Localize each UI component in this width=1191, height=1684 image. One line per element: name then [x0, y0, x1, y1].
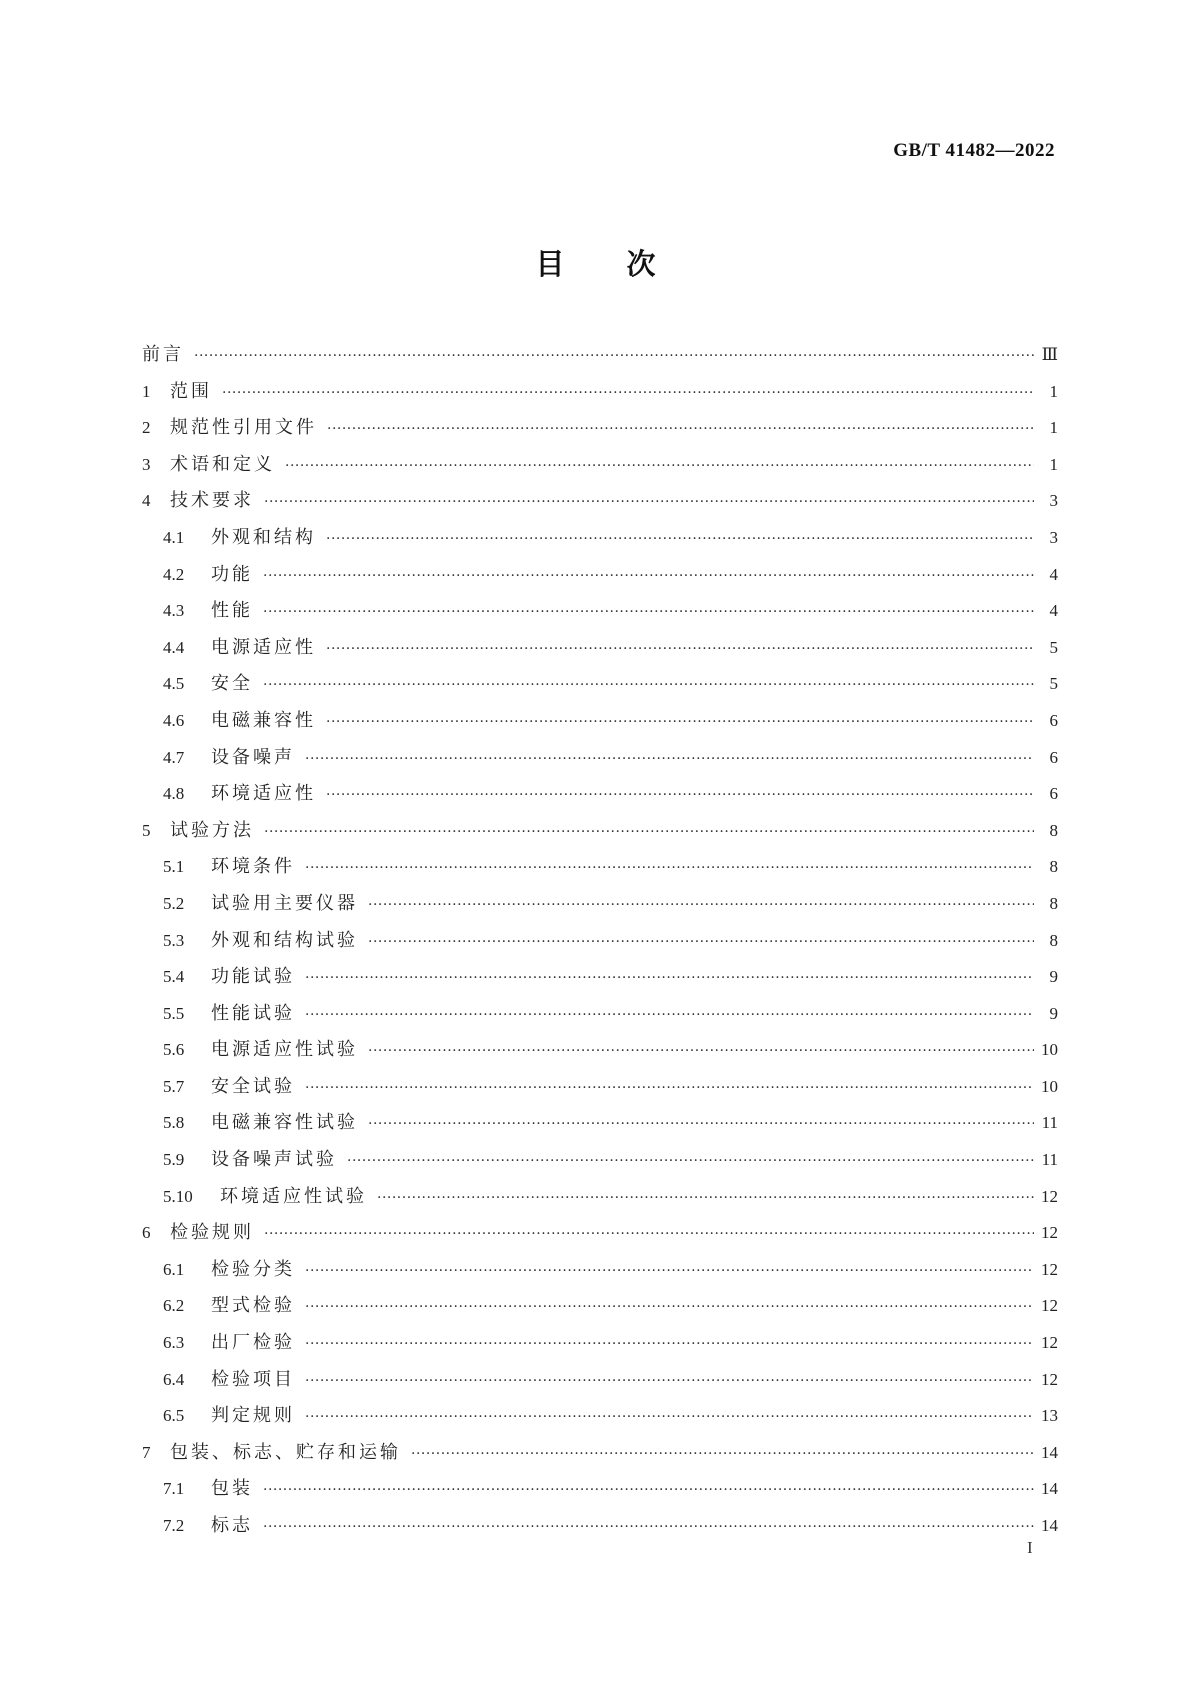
toc-leader-dots — [194, 338, 1034, 375]
toc-entry-number: 4.6 — [163, 710, 185, 730]
toc-entry-page: 11 — [1041, 1113, 1058, 1133]
toc-entry-label: 功能 — [211, 563, 253, 585]
toc-entry-label: 规范性引用文件 — [170, 417, 317, 439]
toc-entry-page: 6 — [1049, 784, 1058, 804]
page-number: I — [1027, 1538, 1033, 1557]
toc-leader-dots — [264, 1216, 1034, 1253]
toc-entry[interactable] — [142, 520, 1058, 557]
toc-entry-label: 术语和定义 — [170, 453, 275, 475]
toc-leader-dots — [368, 887, 1034, 924]
toc-leader-dots — [326, 704, 1034, 741]
toc-entry[interactable] — [142, 1471, 1058, 1508]
toc-entry[interactable] — [142, 813, 1058, 850]
toc-entry-number: 7.2 — [163, 1516, 185, 1535]
toc-entry[interactable] — [142, 1032, 1058, 1069]
toc-entry-label: 电源适应性试验 — [211, 1039, 358, 1061]
toc-entry-label: 环境适应性 — [211, 783, 316, 805]
toc-entry-page: 10 — [1041, 1076, 1058, 1096]
toc-entry-number: 5.10 — [163, 1186, 193, 1206]
toc-entry-label: 检验规则 — [170, 1222, 254, 1244]
toc-entry-label: 检验项目 — [211, 1368, 295, 1390]
toc-leader-dots — [368, 1033, 1034, 1070]
toc-entry-page: 10 — [1041, 1040, 1058, 1060]
toc-leader-dots — [326, 631, 1034, 668]
toc-entry[interactable] — [142, 447, 1058, 484]
toc-entry-label: 环境条件 — [211, 856, 295, 878]
toc-entry[interactable] — [142, 1362, 1058, 1399]
toc-leader-dots — [222, 375, 1034, 412]
toc-entry-page: 12 — [1041, 1259, 1058, 1279]
toc-entry[interactable] — [142, 1325, 1058, 1362]
toc-entry-page: 4 — [1049, 564, 1058, 584]
toc-entry-label: 出厂检验 — [211, 1332, 295, 1354]
toc-leader-dots — [263, 1509, 1034, 1546]
toc-leader-dots — [285, 448, 1034, 485]
toc-leader-dots — [305, 1289, 1034, 1326]
toc-leader-dots — [305, 1253, 1034, 1290]
toc-entry-label: 技术要求 — [170, 490, 254, 512]
toc-leader-dots — [327, 411, 1034, 448]
toc-entry-label: 试验用主要仪器 — [211, 892, 358, 914]
toc-entry-page: 12 — [1041, 1333, 1058, 1353]
toc-leader-dots — [305, 741, 1034, 778]
toc-entry-label: 设备噪声试验 — [211, 1149, 337, 1171]
toc-entry-page: 11 — [1041, 1150, 1058, 1170]
standard-code: GB/T 41482—2022 — [893, 140, 1055, 161]
toc-leader-dots — [411, 1436, 1034, 1473]
toc-entry-page: 14 — [1041, 1479, 1058, 1499]
toc-entry-page: 12 — [1041, 1296, 1058, 1316]
toc-entry[interactable] — [142, 1105, 1058, 1142]
toc-entry-page: 8 — [1049, 820, 1058, 840]
toc-entry[interactable] — [142, 1288, 1058, 1325]
toc-entry-label: 判定规则 — [211, 1405, 295, 1427]
toc-entry-page: 9 — [1049, 1003, 1058, 1023]
toc-leader-dots — [264, 814, 1034, 851]
toc-entry-number: 5.5 — [163, 1003, 185, 1023]
toc-entry-page: 13 — [1041, 1406, 1058, 1426]
toc-entry[interactable] — [142, 923, 1058, 960]
toc-entry-number: 5.1 — [163, 857, 185, 877]
toc-entry-number: 7.1 — [163, 1479, 185, 1499]
toc-entry-number: 4.8 — [163, 784, 185, 804]
toc-entry[interactable] — [142, 959, 1058, 996]
toc-leader-dots — [305, 997, 1034, 1034]
toc-entry-number: 4.3 — [163, 601, 185, 621]
toc-leader-dots — [347, 1143, 1034, 1180]
toc-entry-number: 7 — [142, 1442, 151, 1462]
toc-entry-label: 外观和结构试验 — [211, 929, 358, 951]
toc-leader-dots — [368, 924, 1034, 961]
toc-entry-number: 1 — [142, 381, 151, 401]
toc-entry[interactable] — [142, 1069, 1058, 1106]
toc-entry[interactable] — [142, 1435, 1058, 1472]
toc-entry[interactable] — [142, 410, 1058, 447]
toc-entry-number: 6.2 — [163, 1296, 185, 1316]
toc-entry[interactable] — [142, 776, 1058, 813]
toc-entry-page: 12 — [1041, 1186, 1058, 1206]
toc-entry-label: 安全试验 — [211, 1075, 295, 1097]
toc-entry[interactable] — [142, 1142, 1058, 1179]
toc-entry-number: 4.4 — [163, 637, 185, 657]
page-title: 目次 — [535, 247, 718, 281]
toc-entry-page: 8 — [1049, 857, 1058, 877]
toc-entry-page: 5 — [1049, 674, 1058, 694]
toc-entry-label: 设备噪声 — [211, 746, 295, 768]
toc-leader-dots — [326, 521, 1034, 558]
toc-entry-number: 5.3 — [163, 930, 185, 950]
toc-entry-label: 外观和结构 — [211, 526, 316, 548]
toc-entry[interactable] — [142, 374, 1058, 411]
toc-entry-page: 1 — [1049, 454, 1058, 474]
toc-entry-page: 12 — [1041, 1223, 1058, 1243]
toc-entry-page: 8 — [1049, 893, 1058, 913]
toc-entry-label: 电磁兼容性试验 — [211, 1112, 358, 1134]
toc-entry-page: 4 — [1049, 601, 1058, 621]
toc-entry-number: 2 — [142, 418, 151, 438]
toc-entry[interactable] — [142, 557, 1058, 594]
toc-entry-label: 标志 — [211, 1515, 253, 1536]
toc-leader-dots — [326, 777, 1034, 814]
toc-leader-dots — [263, 558, 1034, 595]
toc-entry-page: 14 — [1041, 1442, 1058, 1462]
toc-entry-label: 范围 — [170, 380, 212, 402]
toc-entry-number: 5.9 — [163, 1150, 185, 1170]
toc-leader-dots — [305, 1070, 1034, 1107]
toc-entry[interactable] — [142, 630, 1058, 667]
toc-entry-page: 14 — [1041, 1516, 1058, 1535]
toc-entry-page: 6 — [1049, 710, 1058, 730]
toc-entry-label: 安全 — [211, 673, 253, 695]
toc-entry-label: 性能试验 — [211, 1002, 295, 1024]
toc-entry-page: 8 — [1049, 930, 1058, 950]
toc-entry-number: 5 — [142, 820, 151, 840]
toc-entry[interactable] — [142, 337, 1058, 374]
toc-entry-number: 4.1 — [163, 527, 185, 547]
toc-entry-number: 4.5 — [163, 674, 185, 694]
toc-entry-page: 9 — [1049, 967, 1058, 987]
toc-entry-number: 4 — [142, 491, 151, 511]
toc-entry[interactable] — [142, 1508, 1058, 1545]
toc-leader-dots — [305, 1326, 1034, 1363]
toc-leader-dots — [263, 594, 1034, 631]
toc-entry-number: 6.4 — [163, 1369, 185, 1389]
toc-entry-label: 包装 — [211, 1478, 253, 1500]
toc-entry-number: 5.8 — [163, 1113, 185, 1133]
toc-leader-dots — [305, 1399, 1034, 1436]
toc-leader-dots — [305, 960, 1034, 997]
toc-entry-label: 环境适应性试验 — [220, 1185, 367, 1207]
toc-entry-label: 型式检验 — [211, 1295, 295, 1317]
toc-entry-page: 5 — [1049, 637, 1058, 657]
toc-entry-page: 3 — [1049, 491, 1058, 511]
toc-entry[interactable] — [142, 666, 1058, 703]
toc-entry-number: 6.5 — [163, 1406, 185, 1426]
toc-entry-label: 包装、标志、贮存和运输 — [170, 1441, 401, 1463]
toc-leader-dots — [368, 1106, 1034, 1143]
toc-entry[interactable] — [142, 849, 1058, 886]
toc-leader-dots — [305, 850, 1034, 887]
toc-entry-number: 6 — [142, 1223, 151, 1243]
toc-entry[interactable] — [142, 886, 1058, 923]
toc-entry-page: 12 — [1041, 1369, 1058, 1389]
toc-entry[interactable] — [142, 1398, 1058, 1435]
toc-entry-number: 5.4 — [163, 967, 185, 987]
toc-entry-page: 1 — [1049, 418, 1058, 438]
toc-leader-dots — [377, 1180, 1034, 1217]
table-of-contents — [142, 337, 1058, 1545]
toc-entry-number: 5.7 — [163, 1076, 185, 1096]
toc-leader-dots — [263, 1472, 1034, 1509]
toc-entry-label: 检验分类 — [211, 1258, 295, 1280]
toc-entry-label: 前言 — [142, 344, 184, 365]
toc-entry-page: 1 — [1049, 381, 1058, 401]
toc-entry-label: 试验方法 — [170, 819, 254, 841]
toc-entry-page: 6 — [1049, 747, 1058, 767]
toc-entry-number: 5.6 — [163, 1040, 185, 1060]
toc-entry-number: 6.1 — [163, 1259, 185, 1279]
toc-entry-label: 功能试验 — [211, 966, 295, 988]
toc-entry-number: 3 — [142, 454, 151, 474]
toc-entry[interactable] — [142, 703, 1058, 740]
toc-entry-number: 5.2 — [163, 893, 185, 913]
toc-entry[interactable] — [142, 1215, 1058, 1252]
toc-entry-label: 性能 — [211, 600, 253, 622]
toc-entry-page: 3 — [1049, 527, 1058, 547]
toc-entry[interactable] — [142, 1252, 1058, 1289]
toc-entry-number: 4.2 — [163, 564, 185, 584]
toc-leader-dots — [263, 667, 1034, 704]
toc-entry-label: 电磁兼容性 — [211, 709, 316, 731]
toc-leader-dots — [264, 484, 1034, 521]
toc-entry[interactable] — [142, 1179, 1058, 1216]
toc-entry-label: 电源适应性 — [211, 636, 316, 658]
toc-leader-dots — [305, 1363, 1034, 1400]
toc-entry[interactable] — [142, 740, 1058, 777]
toc-entry-page: Ⅲ — [1041, 345, 1058, 364]
toc-entry[interactable] — [142, 593, 1058, 630]
toc-entry[interactable] — [142, 996, 1058, 1033]
toc-entry-number: 4.7 — [163, 747, 185, 767]
toc-entry[interactable] — [142, 483, 1058, 520]
toc-entry-number: 6.3 — [163, 1333, 185, 1353]
